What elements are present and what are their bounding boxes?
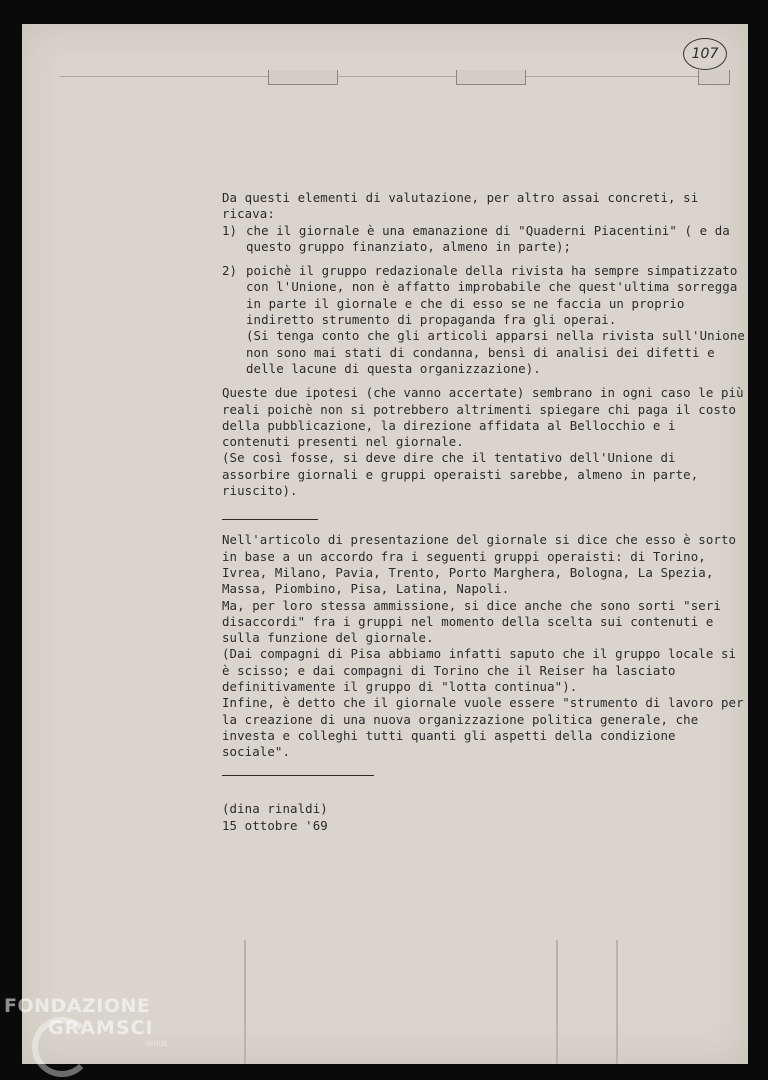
hypotheses-paragraph: Queste due ipotesi (che vanno accertate) sembrano in ogni caso le più reali poichè non si potrebbero altrimenti spiegare chi paga il costo della pubblicazione, la direzione affidata al Bellocchio e i contenuti presenti nel giornale.: [222, 385, 744, 450]
section-divider: [222, 519, 318, 520]
watermark-logo: [4, 995, 194, 1075]
intro-paragraph: Da questi elementi di valutazione, per altro assai concreti, si ricava:: [222, 190, 699, 222]
binder-mark: [244, 940, 246, 1064]
list-number: 2): [222, 263, 238, 279]
watermark-line2: GRAMSCI: [48, 1017, 154, 1039]
list-item: [222, 223, 747, 256]
binder-mark: [556, 940, 558, 1064]
watermark-g-icon: [32, 1017, 92, 1077]
binder-tab: [698, 70, 730, 85]
list-text: che il giornale è una emanazione di "Quaderni Piacentini" ( e da questo gruppo finanziato, almeno in parte);: [246, 222, 730, 254]
page-number: 107: [683, 38, 727, 70]
watermark-line1: FONDAZIONE: [4, 995, 151, 1017]
document-body: [222, 190, 747, 834]
binder-tab: [456, 70, 526, 85]
signature-name: (dina rinaldi): [222, 800, 328, 816]
disagreement-paragraph: Ma, per loro stessa ammissione, si dice anche che sono sorti "seri disaccordi" fra i gruppi nel momento della scelta sui contenuti e sulla funzione del giornale.: [222, 597, 721, 646]
signature-date: 15 ottobre '69: [222, 817, 328, 833]
watermark-line3: onlus: [146, 1039, 168, 1048]
list-item: [222, 263, 747, 377]
signature-divider: [222, 775, 374, 776]
list-number: 1): [222, 222, 238, 238]
article-paragraph: Nell'articolo di presentazione del giornale si dice che esso è sorto in base a un accordo fra i seguenti gruppi operaisti: di Torino, Ivrea, Milano, Pavia, Trento, Porto Marghera, Bologna, La Spezia, Massa, Piombino, Pisa, Latina, Napoli.: [222, 532, 737, 597]
binder-mark: [616, 940, 618, 1064]
pisa-paragraph: (Dai compagni di Pisa abbiamo infatti saputo che il gruppo locale si è scisso; e dai compagni di Torino che il Reiser ha lasciato definitivamente il gruppo di "lotta continua").: [222, 646, 737, 695]
list-text: poichè il gruppo redazionale della rivista ha sempre simpatizzato con l'Unione, non è affatto improbabile che quest'ultima sorregga in parte il giornale e che di esso se ne faccia un proprio indiretto strumento di propaganda fra gli operai.: [246, 263, 738, 328]
fold-line: [60, 76, 700, 77]
binder-tab: [268, 70, 338, 85]
conclusion-paragraph: (Se così fosse, si deve dire che il tentativo dell'Unione di assorbire giornali e gruppi operaisti sarebbe, almeno in parte, riuscito).: [222, 450, 699, 499]
final-paragraph: Infine, è detto che il giornale vuole essere "strumento di lavoro per la creazione di una nuova organizzazione politica generale, che investa e colleghi tutti quanti gli aspetti della condizione sociale".: [222, 695, 744, 760]
list-note: (Si tenga conto che gli articoli apparsi nella rivista sull'Unione non sono mai stati di condanna, bensì di analisi dei difetti e delle lacune di questa organizzazione).: [246, 328, 745, 376]
